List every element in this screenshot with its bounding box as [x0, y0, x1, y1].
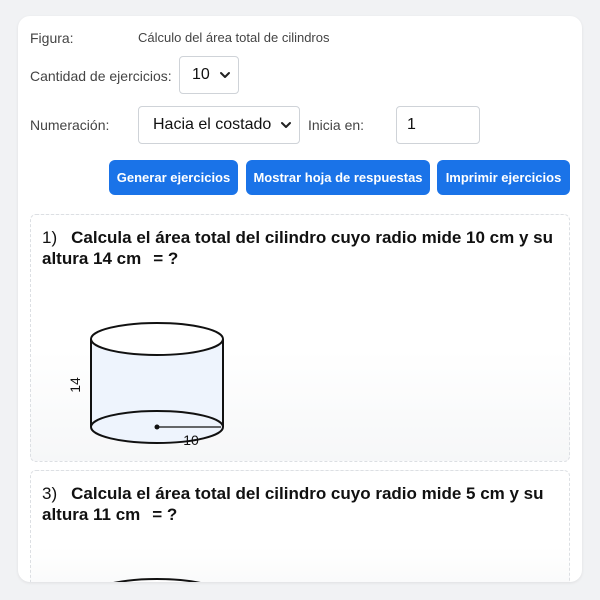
exercise-number: 1)	[42, 228, 58, 247]
exercise-question	[42, 227, 567, 269]
cylinder-diagram	[61, 315, 281, 455]
figure-value: Cálculo del área total de cilindros	[138, 30, 330, 45]
start-label: Inicia en:	[308, 117, 365, 133]
height-label: 14	[67, 377, 83, 393]
quantity-select-value: 10	[192, 66, 210, 83]
quantity-label: Cantidad de ejercicios:	[30, 68, 172, 84]
exercise-text: Calcula el área total del cilindro cuyo radio mide 5 cm y su altura 11 cm	[42, 484, 544, 524]
center-point	[155, 425, 160, 430]
chevron-down-icon	[218, 68, 232, 82]
numbering-select-value: Hacia el costado	[153, 116, 272, 133]
cylinder-diagram	[61, 571, 281, 582]
numbering-label: Numeración:	[30, 117, 110, 133]
exercise-suffix: = ?	[153, 249, 179, 268]
print-exercises-button[interactable]: Imprimir ejercicios	[437, 160, 570, 195]
radius-label: 10	[183, 432, 199, 448]
cylinder-top	[91, 323, 223, 355]
figure-label: Figura:	[30, 30, 74, 46]
exercise-text: Calcula el área total del cilindro cuyo radio mide 10 cm y su altura 14 cm	[42, 228, 553, 268]
quantity-select[interactable]	[179, 56, 239, 94]
numbering-select[interactable]	[138, 106, 300, 144]
show-answers-button[interactable]: Mostrar hoja de respuestas	[246, 160, 430, 195]
generate-exercises-button[interactable]: Generar ejercicios	[109, 160, 238, 195]
worksheet-card	[18, 16, 582, 582]
chevron-down-icon	[279, 118, 293, 132]
exercise-question	[42, 483, 567, 525]
exercise-suffix: = ?	[152, 505, 178, 524]
exercise-card	[30, 214, 570, 462]
start-input[interactable]: 1	[396, 106, 480, 144]
exercise-card	[30, 470, 570, 582]
cylinder-top	[91, 579, 223, 582]
exercise-number: 3)	[42, 484, 58, 503]
